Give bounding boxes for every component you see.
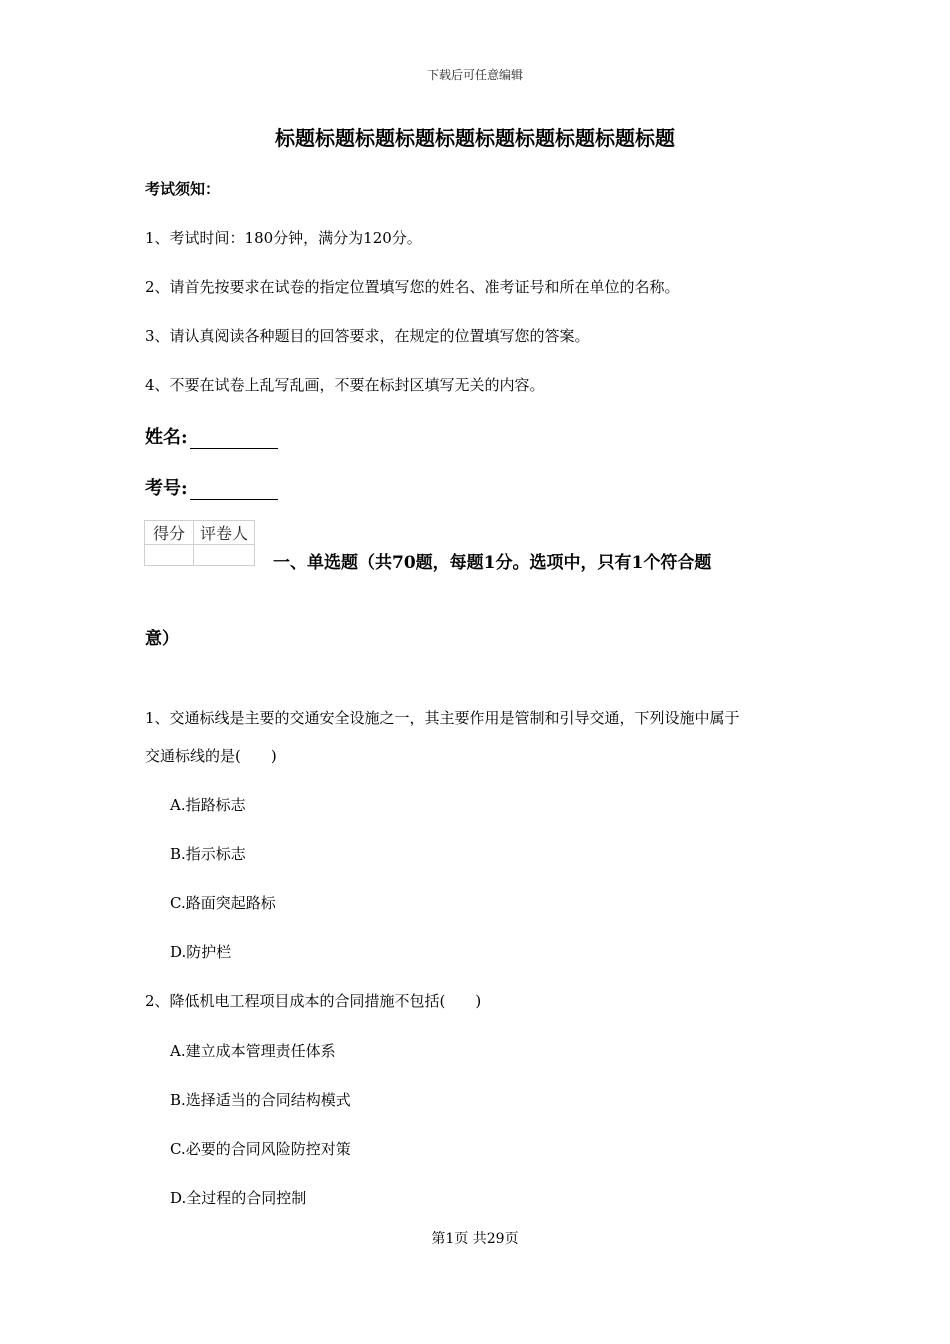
exam-number-field xyxy=(145,474,278,500)
exam-number-blank-line[interactable] xyxy=(190,479,278,500)
score-header: 得分 xyxy=(145,521,194,545)
notice-rule-3: 3、请认真阅读各种题目的回答要求，在规定的位置填写您的答案。 xyxy=(145,327,590,345)
score-table xyxy=(144,520,255,566)
section-title-continued: 意） xyxy=(145,629,179,649)
header-note: 下载后可任意编辑 xyxy=(426,68,523,82)
name-field xyxy=(145,423,278,449)
question-2-option-d: D.全过程的合同控制 xyxy=(170,1189,307,1207)
question-1-option-a: A.指路标志 xyxy=(170,796,246,814)
question-1-stem: 1、交通标线是主要的交通安全设施之一，其主要作用是管制和引导交通，下列设施中属于 xyxy=(145,709,740,727)
question-2-option-b: B.选择适当的合同结构模式 xyxy=(170,1091,351,1109)
name-blank-line[interactable] xyxy=(190,428,278,449)
question-1-stem-continued: 交通标线的是( ) xyxy=(145,747,277,765)
grader-header: 评卷人 xyxy=(194,521,255,545)
document-title: 标题标题标题标题标题标题标题标题标题标题 xyxy=(275,126,675,150)
question-2-option-c: C.必要的合同风险防控对策 xyxy=(170,1140,351,1158)
page-footer: 第1页 共29页 xyxy=(431,1231,519,1247)
question-2-option-a: A.建立成本管理责任体系 xyxy=(170,1042,336,1060)
name-label: 姓名: xyxy=(145,427,188,448)
score-cell[interactable] xyxy=(145,545,194,566)
question-1-option-c: C.路面突起路标 xyxy=(170,894,276,912)
notice-heading: 考试须知： xyxy=(145,180,221,198)
notice-rule-2: 2、请首先按要求在试卷的指定位置填写您的姓名、准考证号和所在单位的名称。 xyxy=(145,278,680,296)
exam-number-label: 考号: xyxy=(145,478,188,499)
question-1-option-b: B.指示标志 xyxy=(170,845,246,863)
section-title: 一、单选题（共70题，每题1分。选项中，只有1个符合题 xyxy=(273,553,712,573)
grader-cell[interactable] xyxy=(194,545,255,566)
question-2-stem: 2、降低机电工程项目成本的合同措施不包括( ) xyxy=(145,992,482,1010)
notice-rule-1: 1、考试时间：180分钟，满分为120分。 xyxy=(145,229,422,247)
notice-rule-4: 4、不要在试卷上乱写乱画，不要在标封区填写无关的内容。 xyxy=(145,376,545,394)
question-1-option-d: D.防护栏 xyxy=(170,943,232,961)
